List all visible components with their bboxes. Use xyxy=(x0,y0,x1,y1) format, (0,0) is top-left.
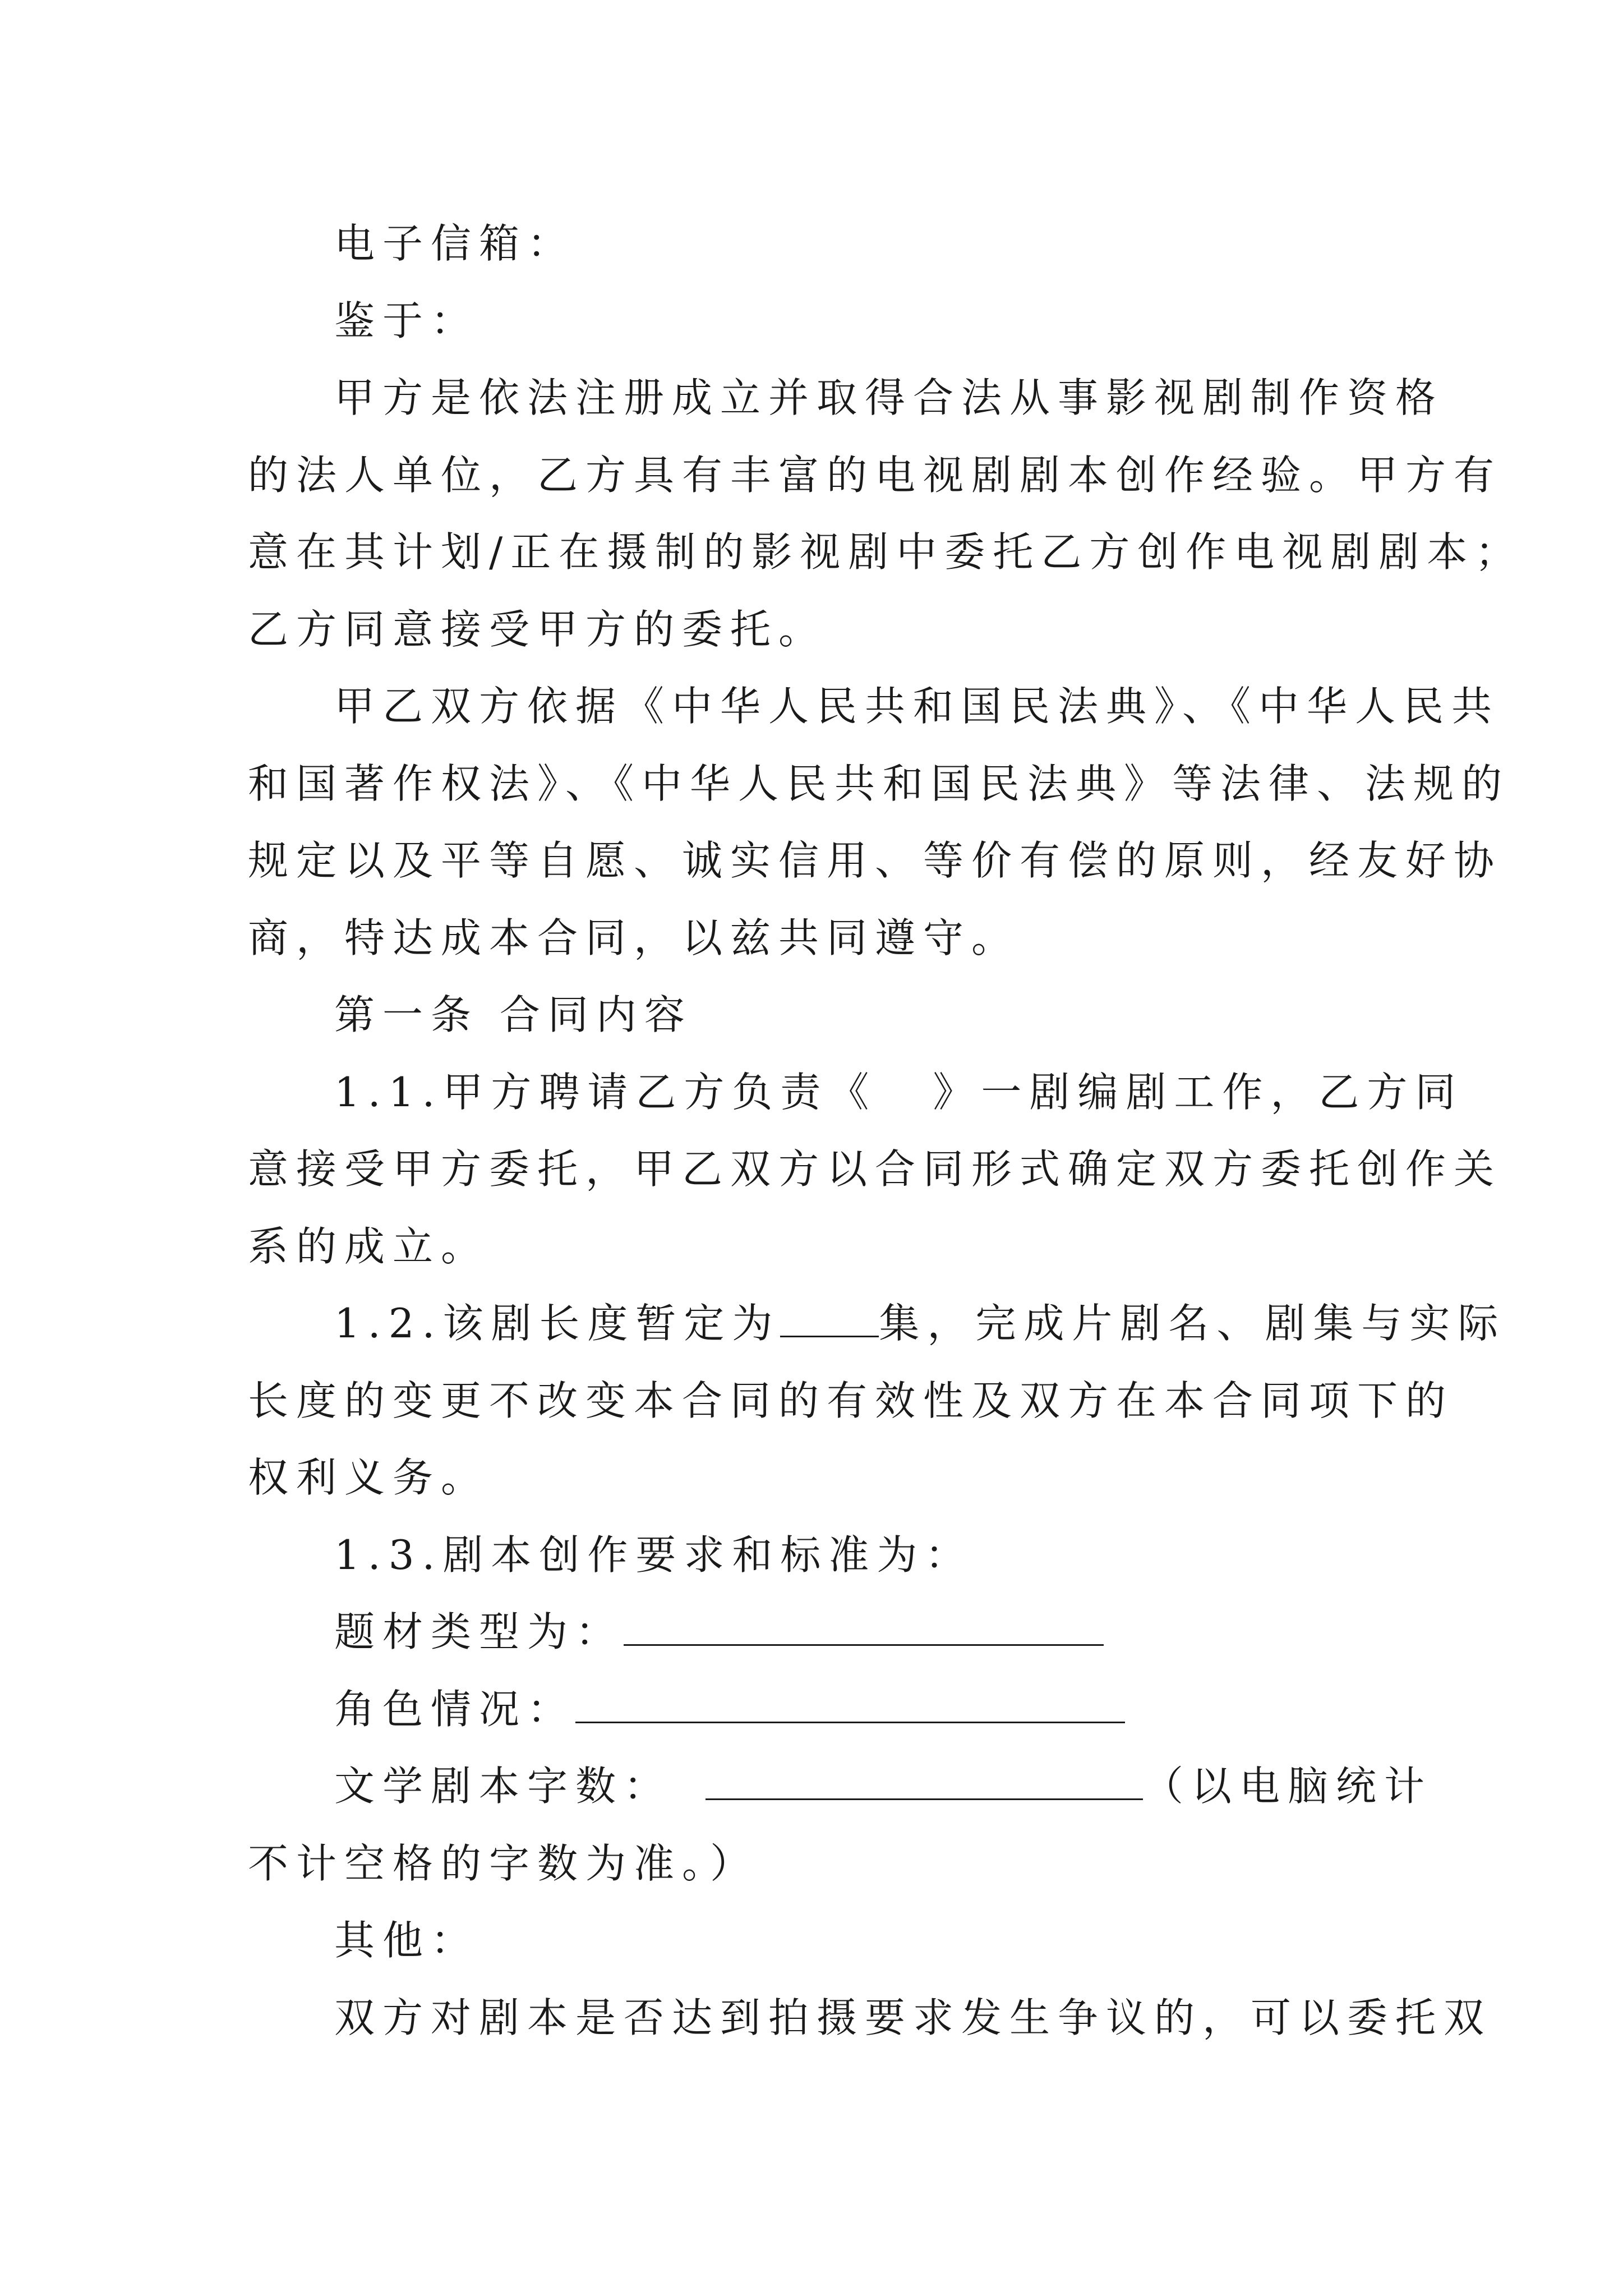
roles-label: 角色情况： xyxy=(334,1685,576,1733)
email-line: 电子信箱： xyxy=(334,220,576,267)
clause-1-1-line-3: 系的成立。 xyxy=(248,1222,490,1270)
word-count-label: 文学剧本字数： xyxy=(334,1763,672,1810)
paragraph-1-line-1: 甲方是依法注册成立并取得合法从事影视剧制作资格 xyxy=(334,374,1444,421)
subject-type-label: 题材类型为： xyxy=(334,1608,624,1655)
subject-type-line xyxy=(334,1594,1104,1671)
clause-1-1-part-b: 》一剧编剧工作，乙方同 xyxy=(933,1068,1464,1116)
word-count-note-line-2: 不计空格的字数为准。） xyxy=(248,1839,759,1887)
episode-count-blank xyxy=(780,1296,879,1337)
clause-1-1-part-a: 1.1.甲方聘请乙方负责《 xyxy=(334,1068,877,1116)
subject-type-blank xyxy=(624,1605,1104,1646)
dispute-line-1: 双方对剧本是否达到拍摄要求发生争议的，可以委托双 xyxy=(334,1994,1492,2041)
word-count-blank xyxy=(706,1759,1143,1800)
word-count-line xyxy=(334,1748,1432,1825)
paragraph-1-line-3: 意在其计划/正在摄制的影视剧中委托乙方创作电视剧剧本； xyxy=(248,528,1524,576)
clause-1-2-part-b: 集，完成片剧名、剧集与实际 xyxy=(879,1300,1506,1347)
clause-1-3-line: 1.3.剧本创作要求和标准为： xyxy=(334,1531,974,1579)
roles-line xyxy=(334,1671,1125,1749)
paragraph-2-line-4: 商，特达成本合同，以兹共同遵守。 xyxy=(248,914,1020,961)
clause-1-2-line-1 xyxy=(334,1285,1506,1363)
clause-1-1-line-2: 意接受甲方委托，甲乙双方以合同形式确定双方委托创作关 xyxy=(248,1145,1502,1193)
article-1-title: 第一条 合同内容 xyxy=(334,991,693,1038)
paragraph-2-line-1: 甲乙双方依据《中华人民共和国民法典》、《中华人民共 xyxy=(334,683,1500,730)
word-count-note-a: （以电脑统计 xyxy=(1143,1763,1433,1810)
paragraph-2-line-3: 规定以及平等自愿、诚实信用、等价有偿的原则，经友好协 xyxy=(248,837,1502,884)
paragraph-1-line-4: 乙方同意接受甲方的委托。 xyxy=(248,605,827,653)
clause-1-1-line-1 xyxy=(334,1054,1463,1131)
paragraph-1-line-2: 的法人单位，乙方具有丰富的电视剧剧本创作经验。甲方有 xyxy=(248,451,1502,499)
roles-blank xyxy=(575,1682,1125,1723)
clause-1-2-part-a: 1.2.该剧长度暂定为 xyxy=(334,1300,781,1347)
paragraph-2-line-2: 和国著作权法》、《中华人民共和国民法典》等法律、法规的 xyxy=(248,760,1510,807)
clause-1-2-line-2: 长度的变更不改变本合同的有效性及双方在本合同项下的 xyxy=(248,1377,1454,1424)
other-line: 其他： xyxy=(334,1917,479,1964)
clause-1-2-line-3: 权利义务。 xyxy=(248,1454,490,1501)
whereas-line: 鉴于： xyxy=(334,297,479,344)
